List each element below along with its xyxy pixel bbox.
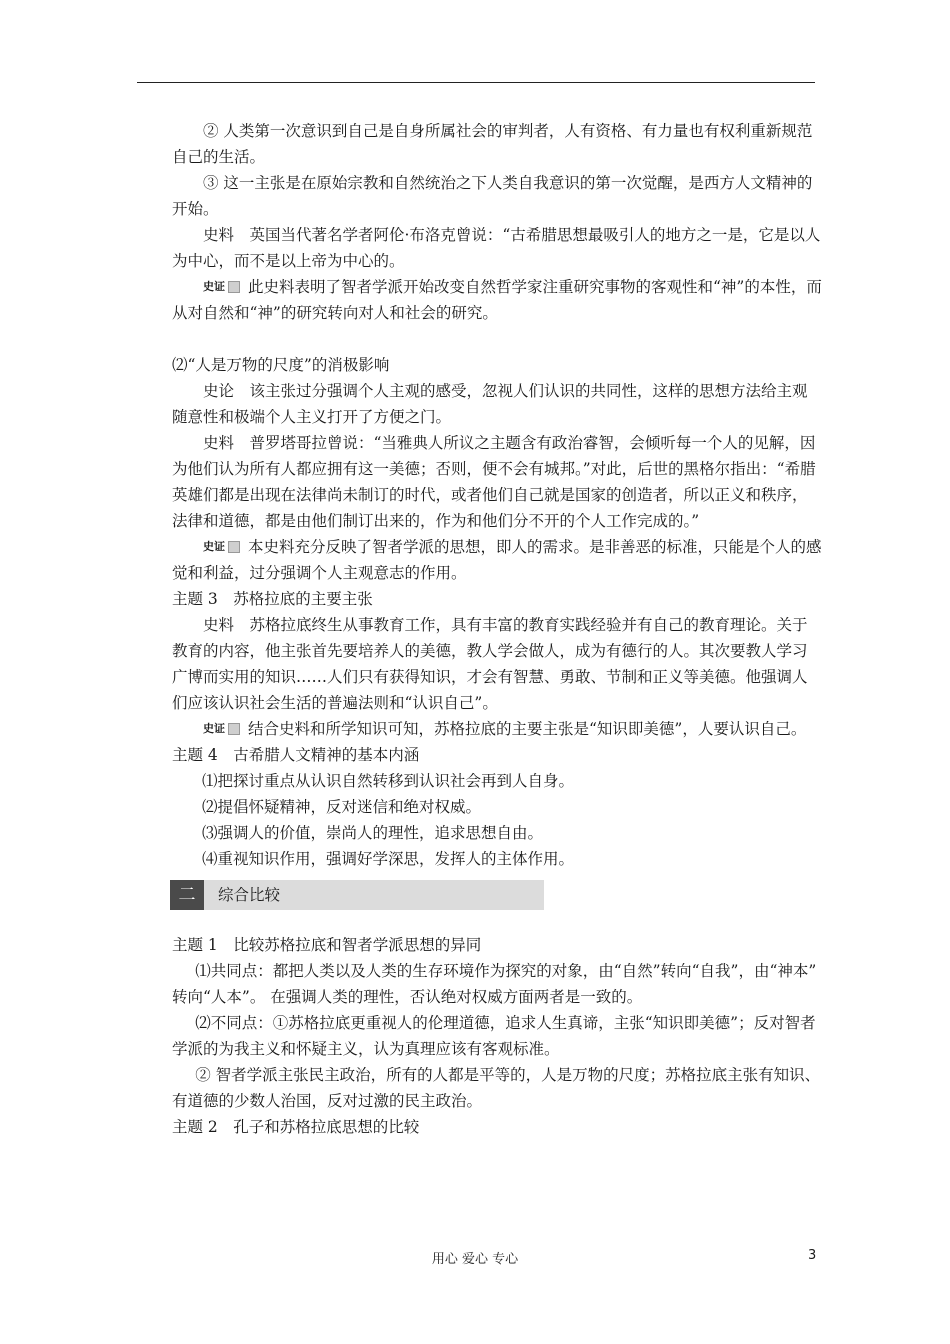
paragraph: ⑵“人是万物的尺度”的消极影响 [172,356,390,374]
section-header-bar [170,880,544,910]
topic-heading: 主题 4 古希腊人文精神的基本内涵 [172,746,420,764]
paragraph: 史论 该主张过分强调个人主观的感受，忽视人们认识的共同性，这样的思想方法给主观随意性和极端个人主义打开了方便之门。 [172,382,808,426]
list-item: ⑴把探讨重点从认识自然转移到认识社会再到人自身。 [202,772,575,790]
page-footer: 用心 爱心 专心 [431,1252,519,1267]
paragraph: ⑴共同点：都把人类以及人类的生存环境作为探究的对象，由“自然”转向“自我”，由“神本” 转向“人本”。 在强调人类的理性，否认绝对权威方面两者是一致的。 [172,962,817,1006]
evidence-tag-icon [228,281,240,293]
header-rule [137,82,815,83]
paragraph: 史料 苏格拉底终生从事教育工作，具有丰富的教育实践经验并有自己的教育理论。关于教育的内容，他主张首先要培养人的美德，教人学会做人，成为有德行的人。其次要教人学习广博而实用的知识……人们只有获得知识，才会有智慧、勇敢、节制和正义等美德。他强调人们应该认识社会生活的普遍法则和“认识自己”。 [172,616,808,712]
list-item: ⑷重视知识作用，强调好学深思，发挥人的主体作用。 [202,850,575,868]
list-item: ⑶强调人的价值，崇尚人的理性，追求思想自由。 [202,824,544,842]
evidence-text: 本史料充分反映了智者学派的思想，即人的需求。是非善恶的标准，只能是个人的感觉和利益，过分强调个人主观意志的作用。 [172,538,822,582]
evidence-tag [203,274,240,300]
evidence-text: 此史料表明了智者学派开始改变自然哲学家注重研究事物的客观性和“神”的本性，而从对自然和“神”的研究转向对人和社会的研究。 [172,278,822,322]
evidence-tag-label: 史证 [203,540,225,553]
evidence-paragraph [172,716,822,742]
topic-heading: 主题 1 比较苏格拉底和智者学派思想的异同 [172,936,482,954]
document-body [172,118,822,1140]
evidence-paragraph [172,534,822,586]
paragraph: 史料 英国当代著名学者阿伦·布洛克曾说：“古希腊思想最吸引人的地方之一是，它是以人为中心，而不是以上帝为中心的。 [172,226,821,270]
paragraph: ⑵不同点：①苏格拉底更重视人的伦理道德，追求人生真谛，主张“知识即美德”；反对智者学派的为我主义和怀疑主义，认为真理应该有客观标准。 [172,1014,816,1058]
evidence-tag-icon [228,541,240,553]
evidence-tag [203,716,240,742]
evidence-tag-icon [228,723,240,735]
paragraph: ② 智者学派主张民主政治，所有的人都是平等的，人是万物的尺度；苏格拉底主张有知识、有道德的少数人治国，反对过激的民主政治。 [172,1066,821,1110]
evidence-paragraph [172,274,822,326]
evidence-tag [203,534,240,560]
page-number: 3 [808,1248,817,1263]
section-title: 综合比较 [218,886,281,904]
topic-heading: 主题 3 苏格拉底的主要主张 [172,590,373,608]
list-item: ⑵提倡怀疑精神，反对迷信和绝对权威。 [202,798,482,816]
topic-heading: 主题 2 孔子和苏格拉底思想的比较 [172,1118,420,1136]
paragraph: ③ 这一主张是在原始宗教和自然统治之下人类自我意识的第一次觉醒，是西方人文精神的开始。 [172,174,813,218]
paragraph-gap [172,326,822,352]
evidence-tag-label: 史证 [203,722,225,735]
section-number: 二 [170,880,204,910]
evidence-text: 结合史料和所学知识可知，苏格拉底的主要主张是“知识即美德”，人要认识自己。 [248,720,807,738]
paragraph: ② 人类第一次意识到自己是自身所属社会的审判者，人有资格、有力量也有权利重新规范自己的生活。 [172,122,813,166]
evidence-tag-label: 史证 [203,280,225,293]
paragraph: 史料 普罗塔哥拉曾说：“当雅典人所议之主题含有政治睿智，会倾听每一个人的见解，因为他们认为所有人都应拥有这一美德；否则，便不会有城邦。”对此，后世的黑格尔指出：“希腊英雄们都是出现在法律尚未制订的时代，或者他们自己就是国家的创造者，所以正义和秩序，法律和道德，都是由他们制订出来的，作为和他们分不开的个人工作完成的。” [172,434,816,530]
